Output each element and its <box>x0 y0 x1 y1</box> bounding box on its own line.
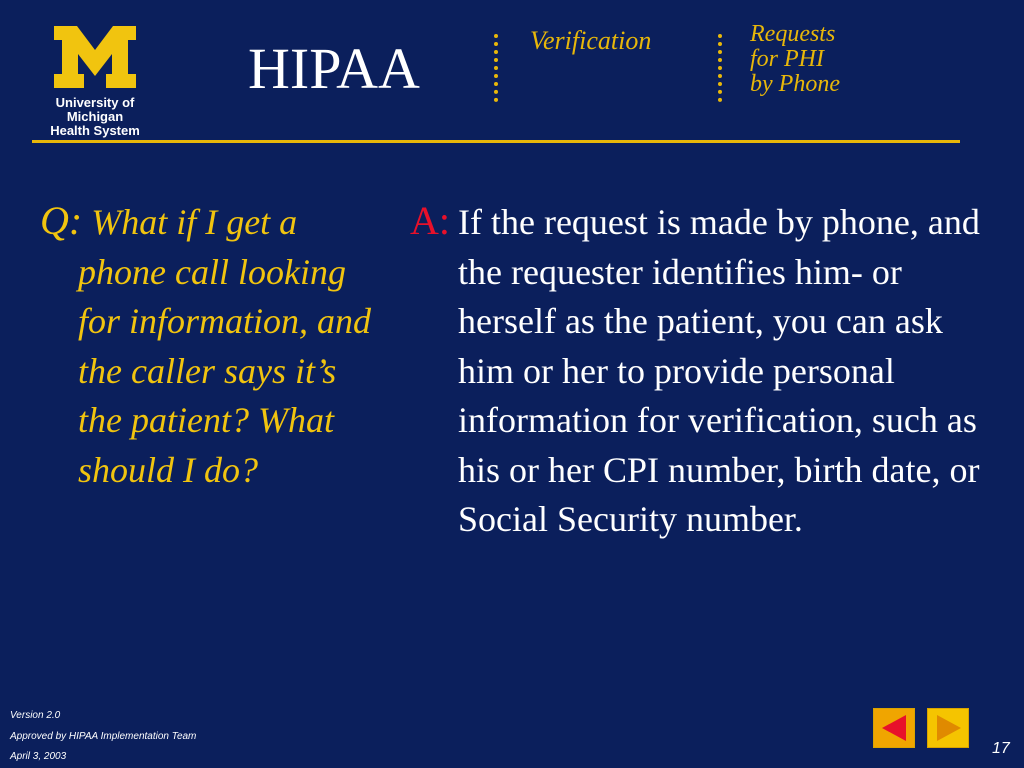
answer-text: If the request is made by phone, and the requester identifies him- or herself as the patient, you can ask him or her to provide personal information for verification, such as his or her CPI number, birth date, or Social Security number. <box>458 202 980 539</box>
breadcrumb-line: for PHI <box>750 46 824 72</box>
header-divider <box>32 140 960 143</box>
institution-line-2: Health System <box>50 123 140 138</box>
answer-block <box>410 196 985 545</box>
breadcrumb-line: by Phone <box>750 71 840 97</box>
arrow-left-icon <box>874 709 914 747</box>
footer-version: Version 2.0 <box>10 710 61 721</box>
university-logo <box>28 26 162 138</box>
next-slide-button[interactable] <box>927 708 969 748</box>
question-marker: Q: <box>40 198 83 243</box>
arrow-right-icon <box>928 709 968 747</box>
question-block <box>40 196 385 495</box>
breadcrumb-separator <box>494 34 498 102</box>
previous-slide-button[interactable] <box>873 708 915 748</box>
institution-name <box>28 96 162 138</box>
question-text: What if I get a phone call looking for information, and the caller says it’s the patient? What should I do? <box>78 202 372 490</box>
footer-info <box>10 706 196 768</box>
page-number: 17 <box>992 740 1010 757</box>
breadcrumb-separator <box>718 34 722 102</box>
breadcrumb-line: Requests <box>750 21 836 47</box>
institution-line-1: University of Michigan <box>55 95 135 124</box>
breadcrumb-verification: Verification <box>530 26 652 55</box>
breadcrumb-requests-phi <box>750 22 840 97</box>
answer-marker: A: <box>410 198 450 243</box>
footer-date: April 3, 2003 <box>10 751 67 762</box>
slide-title: HIPAA <box>248 36 420 101</box>
block-m-logo-icon <box>54 26 136 88</box>
footer-approved: Approved by HIPAA Implementation Team <box>10 730 197 742</box>
